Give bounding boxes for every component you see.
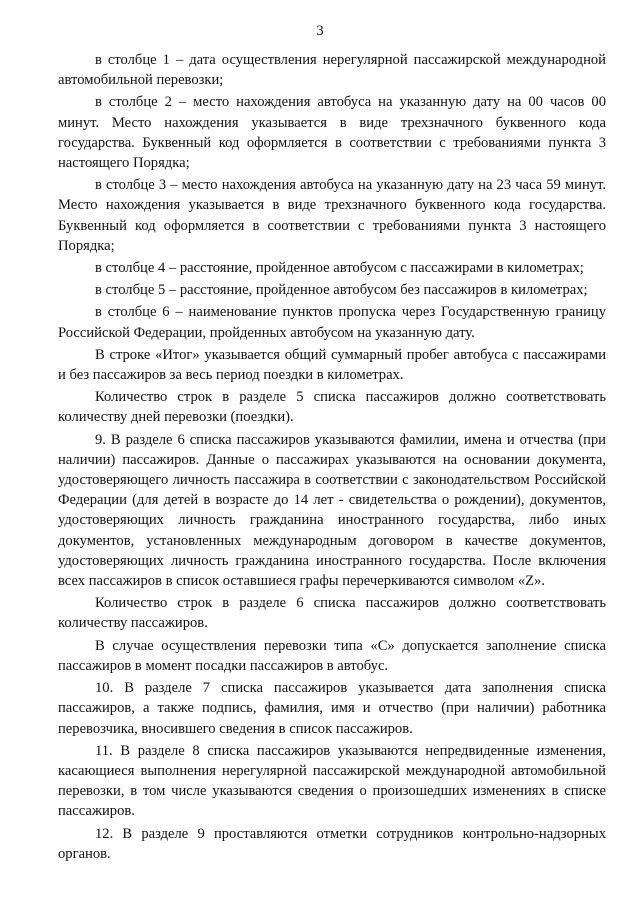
- document-body: [58, 50, 606, 866]
- paragraph-item-10: 10. В разделе 7 списка пассажиров указывается дата заполнения списка пассажиров, а также подпись, фамилия, имя и отчество (при наличии) работника перевозчика, вносившего сведения в список пассажиров.: [58, 680, 606, 737]
- paragraph-total-row: В строке «Итог» указывается общий суммарный пробег автобуса с пассажирами и без пассажиров за весь период поездки в километрах.: [58, 346, 606, 384]
- paragraph-column-4: в столбце 4 – расстояние, пройденное автобусом с пассажирами в километрах;: [95, 260, 584, 277]
- paragraph-type-c: В случае осуществления перевозки типа «С» допускается заполнение списка пассажиров в момент посадки пассажиров в автобус.: [58, 637, 606, 674]
- paragraph-column-5: в столбце 5 – расстояние, пройденное автобусом без пассажиров в километрах;: [95, 282, 588, 299]
- paragraph-column-2: в столбце 2 – место нахождения автобуса на указанную дату на 00 часов 00 минут. Место нахождения указывается в виде трехзначного буквенного кода государства. Буквенный код оформляется в соответствии с требованиями пункта 3 настоящего Порядка;: [58, 94, 606, 172]
- paragraph-column-6: в столбце 6 – наименование пунктов пропуска через Государственную границу Российской Федерации, пройденных автобусом на указанную дату.: [58, 304, 606, 341]
- paragraph-item-11: 11. В разделе 8 списка пассажиров указываются непредвиденные изменения, касающиеся выполнения нерегулярной пассажирской международной автомобильной перевозки, в том числе указываются сведения о произошедших изменениях в списке пассажиров.: [58, 742, 606, 820]
- paragraph-section-5-rows: Количество строк в разделе 5 списка пассажиров должно соответствовать количеству дней перевозки (поездки).: [58, 389, 606, 426]
- paragraph-item-12: 12. В разделе 9 проставляются отметки сотрудников контрольно-надзорных органов.: [58, 825, 606, 862]
- paragraph-section-6-rows: Количество строк в разделе 6 списка пассажиров должно соответствовать количеству пассажиров.: [58, 595, 606, 632]
- paragraph-item-9: 9. В разделе 6 списка пассажиров указываются фамилии, имена и отчества (при наличии) пассажиров. Данные о пассажирах указываются на основании документа, удостоверяющего личность пассажира в соответствии с законодательством Российской Федерации (для детей в возрасте до 14 лет - свидетельства о рождении), документов, удостоверяющих личность гражданина иностранного государства, либо иных документов, установленных международным договором в качестве документов, удостоверяющих личность гражданина иностранного государства. После включения всех пассажиров в список оставшиеся графы перечеркиваются символом «Z».: [58, 431, 606, 590]
- paragraph-column-1: в столбце 1 – дата осуществления нерегулярной пассажирской международной автомобильной перевозки;: [58, 52, 606, 89]
- page-number: 3: [316, 23, 324, 39]
- paragraph-column-3: в столбце 3 – место нахождения автобуса на указанную дату на 23 часа 59 минут. Место нахождения указывается в виде трехзначного буквенного кода государства. Буквенный код оформляется в соответствии с требованиями пункта 3 настоящего Порядка;: [58, 177, 606, 254]
